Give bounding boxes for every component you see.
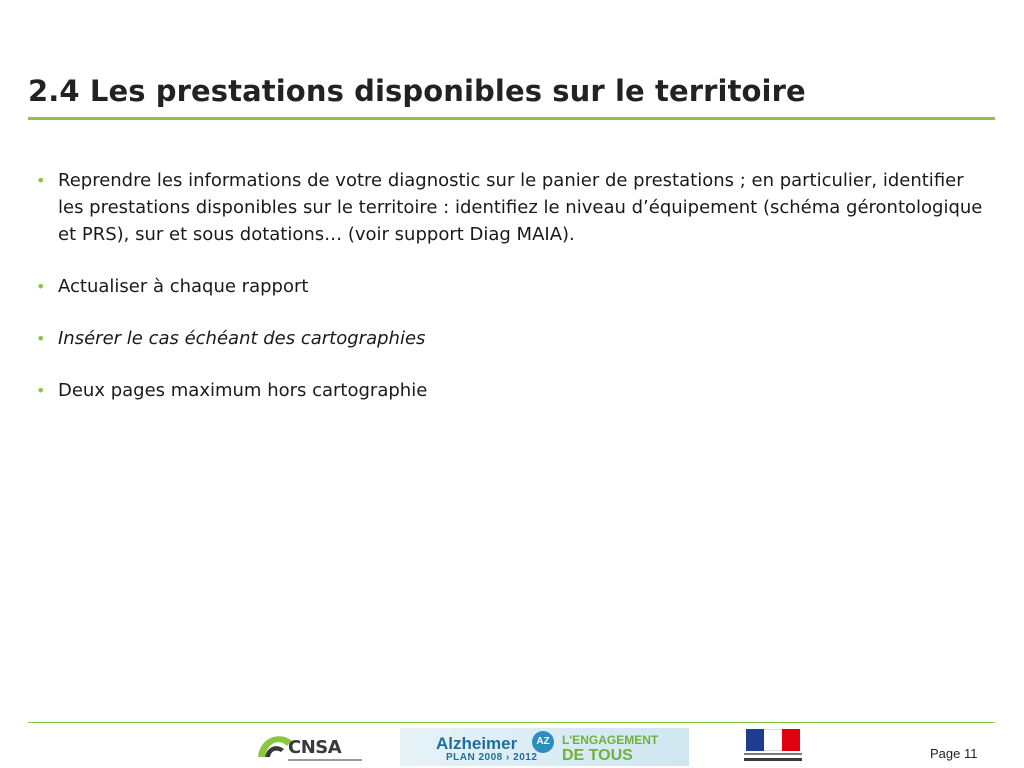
bullet-item	[36, 167, 986, 248]
cnsa-logo	[254, 727, 362, 767]
french-flag-icon	[746, 729, 800, 751]
bullet-icon: •	[36, 277, 46, 296]
alzheimer-plan-logo	[400, 728, 689, 766]
cnsa-tagline	[288, 759, 362, 761]
engagement-text: L'ENGAGEMENT	[562, 733, 659, 747]
slide-title: 2.4 Les prestations disponibles sur le territoire	[28, 74, 806, 108]
alzheimer-plan-years: PLAN 2008 › 2012	[446, 752, 538, 763]
page-number: Page 11	[930, 746, 978, 761]
bullet-icon: •	[36, 381, 46, 400]
bullet-item	[36, 325, 986, 352]
bullet-item	[36, 273, 986, 300]
az-badge-icon: AZ	[532, 731, 554, 753]
bullet-icon: •	[36, 171, 46, 190]
alzheimer-wordmark: Alzheimer	[436, 734, 518, 753]
de-tous-text: DE TOUS	[562, 747, 633, 764]
bullet-list	[36, 167, 986, 429]
republic-name	[744, 758, 802, 761]
bullet-item	[36, 377, 986, 404]
title-underline	[28, 117, 995, 120]
footer-divider	[28, 722, 995, 723]
bullet-icon: •	[36, 329, 46, 348]
cnsa-wordmark: CNSA	[288, 737, 342, 758]
bullet-text: Actualiser à chaque rapport	[58, 276, 309, 297]
republic-motto	[744, 753, 802, 755]
bullet-text: Deux pages maximum hors cartographie	[58, 380, 428, 401]
republique-francaise-logo	[744, 729, 802, 766]
bullet-text: Reprendre les informations de votre diagnostic sur le panier de prestations ; en particulier, identifier les prestations disponibles sur le territoire : identifiez le niveau d’équipement (schéma gérontologique et PRS), sur et sous dotations… (voir support Diag MAIA).	[58, 170, 983, 245]
bullet-text: Insérer le cas échéant des cartographies	[58, 328, 426, 349]
